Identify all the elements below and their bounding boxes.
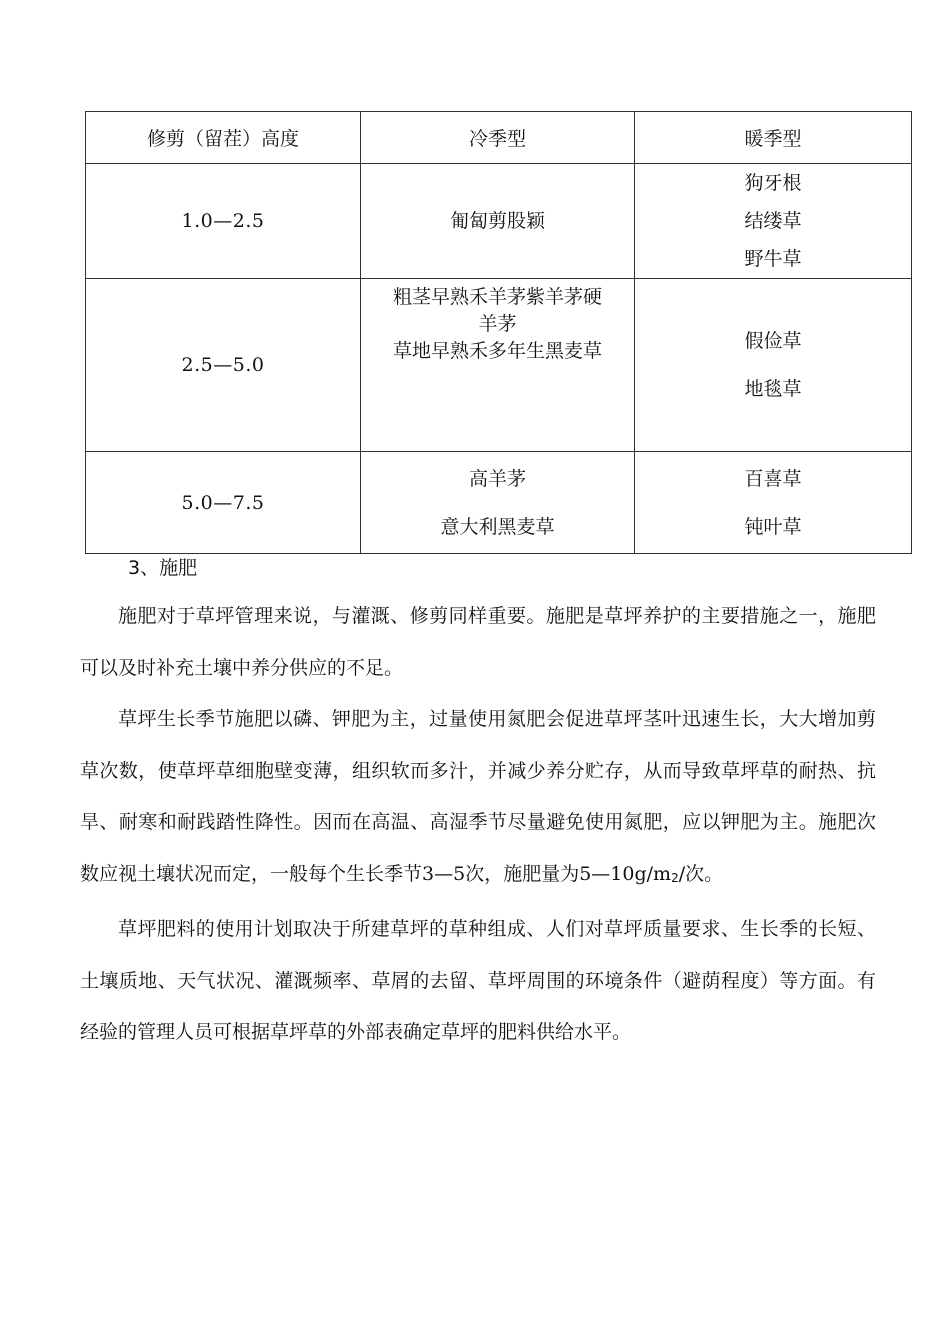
- warm-species: 野牛草: [744, 248, 802, 270]
- warm-species: 地毯草: [744, 378, 802, 400]
- header-cool-season: 冷季型: [361, 112, 635, 164]
- cool-season-cell: [361, 279, 635, 452]
- cool-season-cell: [361, 164, 635, 279]
- cool-species: 意大利黑麦草: [440, 515, 555, 538]
- height-range: 1.0—2.5: [86, 164, 361, 279]
- header-warm-season: 暖季型: [635, 112, 912, 164]
- cool-species: 羊茅: [478, 313, 517, 335]
- fertilizer-amount: 5—10g/m: [579, 862, 672, 885]
- header-height: 修剪（留茬）高度: [86, 112, 361, 164]
- body-text: [80, 591, 876, 1059]
- warm-species: 结缕草: [744, 210, 802, 232]
- section-heading: 3、施肥: [128, 557, 198, 579]
- warm-species: 百喜草: [744, 467, 802, 490]
- paragraph: 施肥对于草坪管理来说，与灌溉、修剪同样重要。施肥是草坪养护的主要措施之一，施肥可以及时补充土壤中养分供应的不足。: [80, 605, 876, 679]
- paragraph: [80, 694, 876, 904]
- height-range: 5.0—7.5: [86, 452, 361, 554]
- warm-season-cell: [635, 164, 912, 279]
- cool-species: 粗茎早熟禾羊茅紫羊茅硬: [392, 286, 602, 308]
- height-range: 2.5—5.0: [86, 279, 361, 452]
- cool-season-cell: [361, 452, 635, 554]
- warm-species: 狗牙根: [744, 172, 802, 194]
- cool-species: 高羊茅: [468, 467, 526, 490]
- unit-subscript: 2: [671, 870, 679, 885]
- table-row: [86, 164, 912, 279]
- warm-species: 假俭草: [744, 330, 802, 352]
- table-header-row: [86, 112, 912, 164]
- warm-season-cell: [635, 279, 912, 452]
- table-row: [86, 279, 912, 452]
- paragraph-text: 次，施肥量为: [465, 862, 580, 885]
- table-row: [86, 452, 912, 554]
- cool-species: 草地早熟禾多年生黑麦草: [392, 340, 602, 362]
- cool-species: 匍匐剪股颖: [449, 210, 545, 232]
- warm-species: 钝叶草: [744, 515, 802, 538]
- paragraph-text: 草坪生长季节施肥以磷、钾肥为主，过量使用氮肥会促进草坪茎叶迅速生长，大大增加剪草次数，使草坪草细胞壁变薄，组织软而多汁，并减少养分贮存，从而导致草坪草的耐热、抗旱、耐寒和耐践踏性降性。因而在高温、高湿季节尽量避免使用氮肥，应以钾肥为主。施肥次数应视土壤状况而定，一般每个生长季节: [80, 708, 876, 885]
- paragraph: 草坪肥料的使用计划取决于所建草坪的草种组成、人们对草坪质量要求、生长季的长短、土壤质地、天气状况、灌溉频率、草屑的去留、草坪周围的环境条件（避荫程度）等方面。有经验的管理人员可根据草坪草的外部表确定草坪的肥料供给水平。: [80, 918, 876, 1043]
- paragraph-text: /次。: [678, 862, 724, 885]
- fertilizing-frequency: 3—5: [422, 862, 466, 885]
- warm-season-cell: [635, 452, 912, 554]
- mowing-height-table: [85, 111, 912, 554]
